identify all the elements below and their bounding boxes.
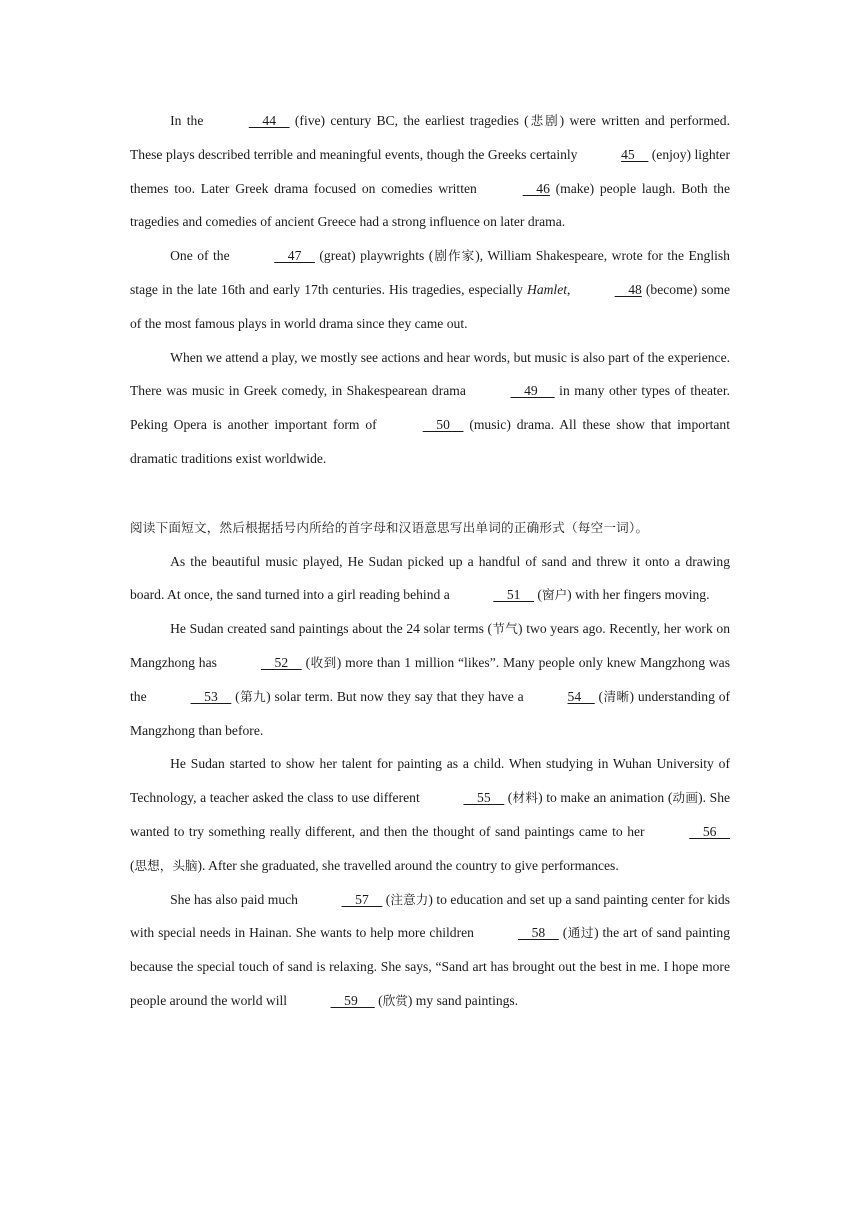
italic-title: Hamlet xyxy=(527,281,568,297)
blank-58[interactable]: 58 xyxy=(518,925,559,941)
text: ) with her fingers moving. xyxy=(567,587,710,603)
text: ) the art of sand painting because the special touch of sand is relaxing. She says, “Sand art has brought out the best in me. I hope more people around the world will xyxy=(130,925,730,1008)
blank-51[interactable]: 51 xyxy=(493,587,535,603)
text: in many other types of theater. Peking Opera is another important form of xyxy=(130,383,730,433)
chinese-gloss: 节气 xyxy=(492,621,519,637)
blank-48[interactable]: 48 xyxy=(614,281,642,297)
paragraph-5 xyxy=(130,612,730,747)
text: She has also paid much xyxy=(170,891,302,907)
chinese-gloss: 思想，头脑 xyxy=(134,857,198,873)
text: ) to make an animation ( xyxy=(538,790,673,806)
paragraph-7 xyxy=(130,883,730,1018)
text: ), William Shakespeare, wrote for the English stage in the late 16th and early 17th centuries. His tragedies, especially xyxy=(130,248,730,297)
text: ( xyxy=(130,857,135,873)
text: (make) people laugh. Both the tragedies and comedies of ancient Greece had a strong influence on later drama. xyxy=(130,180,730,230)
blank-59[interactable]: 59 xyxy=(330,992,375,1008)
chinese-gloss: 第九 xyxy=(239,688,267,704)
blank-57[interactable]: 57 xyxy=(341,891,383,907)
text: ) my sand paintings. xyxy=(407,992,519,1008)
paragraph-4 xyxy=(130,545,730,613)
blank-54[interactable]: 54 xyxy=(567,688,595,704)
text: ( xyxy=(231,688,240,704)
blank-44[interactable]: 44 xyxy=(248,113,290,128)
chinese-gloss: 材料 xyxy=(512,790,539,806)
text: In the xyxy=(170,113,204,128)
text: ( xyxy=(558,925,568,941)
text: ( xyxy=(382,891,391,907)
text: (music) drama. All these show that important dramatic traditions exist worldwide. xyxy=(130,417,730,466)
chinese-gloss: 窗户 xyxy=(541,587,568,603)
text: (five) century BC, the earliest tragedies ( xyxy=(289,113,529,128)
text: When we attend a play, we mostly see actions and hear words, but music is also part of the experience. There was music in Greek comedy, in Shakespearean drama xyxy=(130,349,730,399)
chinese-gloss: 欣赏 xyxy=(382,992,408,1008)
text: ( xyxy=(534,587,542,603)
text: ( xyxy=(594,688,604,704)
blank-50[interactable]: 50 xyxy=(422,417,464,433)
blank-52[interactable]: 52 xyxy=(260,654,302,670)
text: ( xyxy=(504,790,513,806)
blank-49[interactable]: 49 xyxy=(510,383,555,399)
instruction-text: 阅读下面短文，然后根据括号内所给的首字母和汉语意思写出单词的正确形式（每空一词）。 xyxy=(130,519,649,535)
text: As the beautiful music played, He Sudan picked up a handful of sand and threw it onto a drawing board. At once, the sand turned into a girl reading behind a xyxy=(130,553,730,603)
chinese-gloss: 清晰 xyxy=(603,688,630,704)
paragraph-2 xyxy=(130,239,730,340)
blank-46[interactable]: 46 xyxy=(522,180,550,196)
text: (become) some of the most famous plays in world drama since they came out. xyxy=(130,281,730,331)
text: (great) playwrights ( xyxy=(314,248,434,264)
text: ) more than 1 million “likes”. Many people only knew Mangzhong was the xyxy=(130,654,731,704)
chinese-gloss: 通过 xyxy=(567,925,595,941)
chinese-gloss: 剧作家 xyxy=(433,248,476,264)
text: , xyxy=(567,281,575,297)
blank-47[interactable]: 47 xyxy=(274,248,315,264)
text: (enjoy) lighter themes too. Later Greek drama focused on comedies written xyxy=(130,146,730,196)
text: ) to education and set up a sand painting center for kids with special needs in Hainan. She wants to help more children xyxy=(130,891,730,941)
chinese-gloss: 动画 xyxy=(672,790,699,806)
text: One of the xyxy=(170,248,235,264)
text: ) understanding of Mangzhong than before. xyxy=(130,688,731,738)
blank-55[interactable]: 55 xyxy=(463,790,505,806)
chinese-gloss: 收到 xyxy=(310,654,337,670)
text: ) were written and performed. These plays described terrible and meaningful events, though the Greeks certainly xyxy=(130,113,730,162)
blank-53[interactable]: 53 xyxy=(190,688,232,704)
text: He Sudan created sand paintings about the 24 solar terms ( xyxy=(170,621,493,637)
text: ) two years ago. Recently, her work on Mangzhong has xyxy=(130,621,730,670)
text: ( xyxy=(374,992,383,1008)
chinese-gloss: 悲剧 xyxy=(528,113,560,128)
text: He Sudan started to show her talent for painting as a child. When studying in Wuhan University of Technology, a teacher asked the class to use different xyxy=(130,756,730,806)
blank-56[interactable]: 56 xyxy=(689,823,730,839)
text: ). After she graduated, she travelled around the country to give performances. xyxy=(197,857,619,873)
document-page xyxy=(130,104,730,1018)
blank-45[interactable]: 45 xyxy=(621,146,649,162)
text: ). She wanted to try something really different, and then the thought of sand paintings came to her xyxy=(130,790,731,839)
chinese-gloss: 注意力 xyxy=(390,891,429,907)
paragraph-6 xyxy=(130,747,730,882)
text: ) solar term. But now they say that they have a xyxy=(266,688,528,704)
text: ( xyxy=(301,654,311,670)
paragraph-1 xyxy=(130,104,730,239)
paragraph-3 xyxy=(130,341,730,476)
